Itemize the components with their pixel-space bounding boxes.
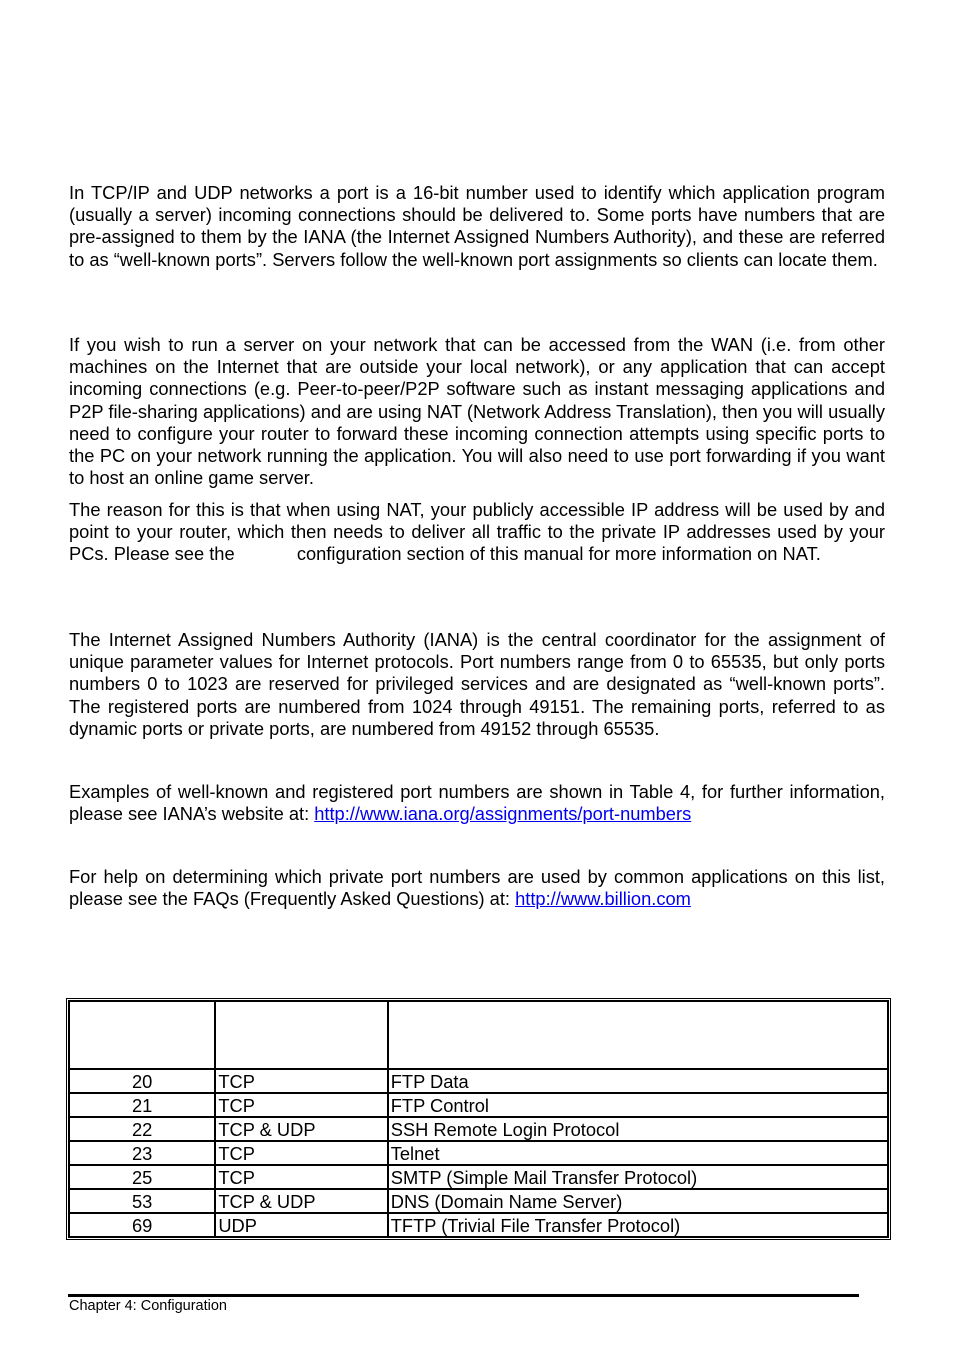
paragraph-port-forwarding: If you wish to run a server on your network that can be accessed from the WAN (i.e. from other machines on the Internet that are outside your local network), or any application that can accept incoming connections (e.g. Peer-to-peer/P2P software such as instant messaging applications and P2P file-sharing applications) and are using NAT (Network Address Translation), then you will usually need to configure your router to forward these incoming connection attempts using specific ports to the PC on your network running the application. You will also need to use port forwarding if you want to host an online game server. [69, 334, 885, 489]
table-header-cell-description [388, 1001, 888, 1069]
table-row [69, 1117, 888, 1141]
paragraph-iana: The Internet Assigned Numbers Authority (IANA) is the central coordinator for the assignment of unique parameter values for Internet protocols. Port numbers range from 0 to 65535, but only ports numbers 0 to 1023 are reserved for privileged services and are designated as “well-known ports”. The registered ports are numbered from 1024 through 49151. The remaining ports, referred to as dynamic ports or private ports, are numbered from 49152 through 65535. [69, 629, 885, 739]
table-row [69, 1093, 888, 1117]
table-row [69, 1189, 888, 1213]
table-cell-port: 20 [69, 1069, 215, 1093]
table-cell-protocol: TCP [215, 1165, 387, 1189]
paragraph-examples-text: Examples of well-known and registered port numbers are shown in Table 4, for further information, please see IANA’s website at: [69, 781, 885, 825]
table-cell-port: 69 [69, 1213, 215, 1237]
paragraph-examples [69, 781, 885, 825]
table-cell-description: SMTP (Simple Mail Transfer Protocol) [388, 1165, 888, 1189]
table-cell-port: 53 [69, 1189, 215, 1213]
table-cell-protocol: TCP & UDP [215, 1189, 387, 1213]
table-cell-description: TFTP (Trivial File Transfer Protocol) [388, 1213, 888, 1237]
paragraph-nat-reason-end: configuration section of this manual for more information on NAT. [296, 543, 821, 565]
table-row [69, 1069, 888, 1093]
table-cell-description: DNS (Domain Name Server) [388, 1189, 888, 1213]
table-row [69, 1165, 888, 1189]
table-cell-description: Telnet [388, 1141, 888, 1165]
table-cell-port: 23 [69, 1141, 215, 1165]
billion-website-link[interactable]: http://www.billion.com [515, 888, 691, 910]
paragraph-faq [69, 866, 885, 910]
table-cell-protocol: UDP [215, 1213, 387, 1237]
paragraph-nat-reason-start: The reason for this is that when using NAT, your publicly accessible IP address will be used by and point to your router, which then needs to deliver all traffic to the private IP addresses used by your PCs. Please see the [69, 499, 885, 565]
footer-chapter-label: Chapter 4: Configuration [69, 1298, 227, 1314]
paragraph-nat-reason [69, 499, 885, 566]
table-row [69, 1213, 888, 1237]
port-numbers-table [68, 1000, 889, 1238]
table-cell-protocol: TCP [215, 1093, 387, 1117]
footer-divider [68, 1294, 859, 1297]
table-header-cell-protocol [215, 1001, 387, 1069]
table-cell-port: 22 [69, 1117, 215, 1141]
table-row [69, 1141, 888, 1165]
paragraph-port-definition: In TCP/IP and UDP networks a port is a 16-bit number used to identify which application program (usually a server) incoming connections should be delivered to. Some ports have numbers that are pre-assigned to them by the IANA (the Internet Assigned Numbers Authority), and these are referred to as “well-known ports”. Servers follow the well-known port assignments so clients can locate them. [69, 182, 885, 270]
table-cell-description: SSH Remote Login Protocol [388, 1117, 888, 1141]
table-cell-protocol: TCP [215, 1069, 387, 1093]
port-table-body [69, 1001, 888, 1237]
iana-port-numbers-link[interactable]: http://www.iana.org/assignments/port-numbers [314, 803, 692, 825]
table-cell-protocol: TCP [215, 1141, 387, 1165]
table-cell-port: 21 [69, 1093, 215, 1117]
table-cell-port: 25 [69, 1165, 215, 1189]
table-cell-description: FTP Control [388, 1093, 888, 1117]
table-header-row [69, 1001, 888, 1069]
table-cell-description: FTP Data [388, 1069, 888, 1093]
table-cell-protocol: TCP & UDP [215, 1117, 387, 1141]
paragraph-faq-text: For help on determining which private port numbers are used by common applications on this list, please see the FAQs (Frequently Asked Questions) at: [69, 866, 885, 910]
table-header-cell-port [69, 1001, 215, 1069]
